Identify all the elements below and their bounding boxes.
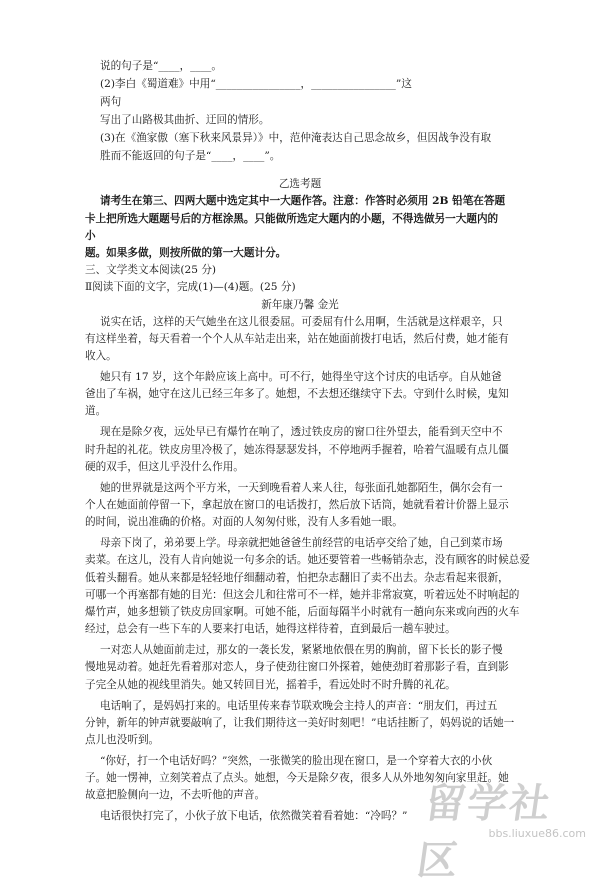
text-line: “你好，打一个电话好吗？”突然，一张微笑的脸出现在窗口，是一个穿着大衣的小伙 [100,755,493,767]
text-line: 说的句子是“____，____。 [100,60,222,72]
text-line: 爸出了车祸，她守在这儿已经三年多了。她想，不去想还继续守下去。守到什么时候，鬼知 [85,388,509,400]
text-line: 点儿也没听到。 [85,734,160,746]
text-line: 电话很快打完了，小伙子放下电话，依然微笑着看着她：“冷吗？” [100,810,408,822]
text-line: 经过，总会有一些下车的人要来打电话，她得这样待着，直到最后一趟车驶过。 [85,623,456,635]
text-line: 乙选考题 [278,178,322,190]
text-line: 个人在她面前停留一下，拿起放在窗口的电话拨打，然后放下话筒，她就看着计价器上显示 [85,499,509,511]
text-line: 题。如果多做，则按所做的第一大题计分。 [85,247,287,259]
text-line: Ⅱ阅读下面的文字，完成(1)—(4)题。(25 分) [85,281,296,293]
text-line: 电话响了，是妈妈打来的。电话里传来春节联欢晚会主持人的声音：“朋友们，再过五 [100,700,498,712]
text-line: 爆竹声，她多想锁了铁皮房回家啊。可她不能，后面每隔半小时就有一趟向东来或向西的火车 [85,606,520,618]
text-line: 有这样坐着，每天看着一个个人从车站走出来，站在她面前拨打电话，然后付费，她才能有 [85,333,509,345]
text-line: 小 [85,230,96,242]
text-line: 一对恋人从她面前走过，那女的一袭长发，紧紧地依偎在男的胸前，留下长长的影子慢 [100,644,503,656]
text-line: 新年康乃馨 金光 [261,299,339,311]
text-line: 她只有 17 岁，这个年龄应该上高中。可不行，她得坐守这个讨庆的电话亭。自从她爸 [100,371,502,383]
text-line: (2)李白《蜀道难》中用“________________，________________”这 [100,78,412,90]
text-line: 写出了山路极其曲折、迂回的情形。 [100,114,270,126]
text-line: 子完全从她的视线里消失。她又转回目光，摇着手，看远处时不时升腾的礼花。 [85,679,456,691]
text-line: 三、文学类文本阅读(25 分) [85,264,217,276]
text-line: 请考生在第三、四两大题中选定其中一大题作答。注意：作答时必须用 2B 铅笔在答题 [100,195,506,207]
text-line: 硬的双手，但这儿乎没什么作用。 [85,461,244,473]
text-line: 母亲下岗了，弟弟要上学。母亲就把她爸爸生前经营的电话亭交给了她，自己到菜市场 [100,537,503,549]
text-line: 卡上把所选大题题号后的方框涂黑。只能做所选定大题内的小题，不得选做另一大题内的 [85,213,499,225]
text-line: 胜而不能返回的句子是“____，____”。 [100,150,281,162]
text-line: 她的世界就是这两个平方米，一天到晚看着人来人往，每张面孔她都陌生，偶尔会有一 [100,482,503,494]
text-line: (3)在《渔家傲（塞下秋来风景异）》中，范仲淹表达自己思念故乡，但因战争没有取 [100,132,492,144]
text-line: 可哪一个再塞都有她的目光：但这会儿和往常可不一样，她并非常寂寞，听着远处不时响起的 [85,589,520,601]
text-line: 分钟，新年的钟声就要敲响了，让我们期待这一美好时刻吧！”电话挂断了，妈妈说的话她一 [85,717,515,729]
text-line: 慢地晃动着。她赶先看着那对恋人，身子使劲往窗口外探着，她使劲盯着那影子看，直到影 [85,661,509,673]
text-line: 低着头翻看。她从来都是轻轻地仔细翻动着，怕把杂志翻旧了卖不出去。杂志看起来很新， [85,572,509,584]
text-line: 的时间，说出准确的价格。对面的人匆匆付账，没有人多看她一眼。 [85,516,403,528]
text-line: 子。她一愣神，立刻笑着点了点头。她想，今天是除夕夜，很多人从外地匆匆向家里赶。她 [85,772,509,784]
text-line: 卖菜。在这儿，没有人肯向她说一句多余的话。她还要管着一些畅销杂志，没有顾客的时候总爱 [85,554,530,566]
watermark-logo [414,772,592,884]
text-line: 说实在话，这样的天气她坐在这儿很委屈。可委屈有什么用啊，生活就是这样艰辛，只 [100,316,503,328]
text-line: 两句 [100,96,122,108]
watermark-url: bbs.liuxue86.com [488,827,586,840]
text-line: 现在是除夕夜，远处早已有爆竹在响了，透过铁皮房的窗口往外望去，能看到天空中不 [100,426,503,438]
text-line: 道。 [85,405,107,417]
text-line: 时升起的礼花。铁皮房里冷极了，她冻得瑟瑟发抖，不停地两手握着，哈着气温暖有点儿僵 [85,444,509,456]
watermark-title: 留学社区 [414,781,555,884]
text-line: 收入。 [85,350,117,362]
text-line: 故意把脸侧向一边，不去听他的声音。 [85,789,266,801]
